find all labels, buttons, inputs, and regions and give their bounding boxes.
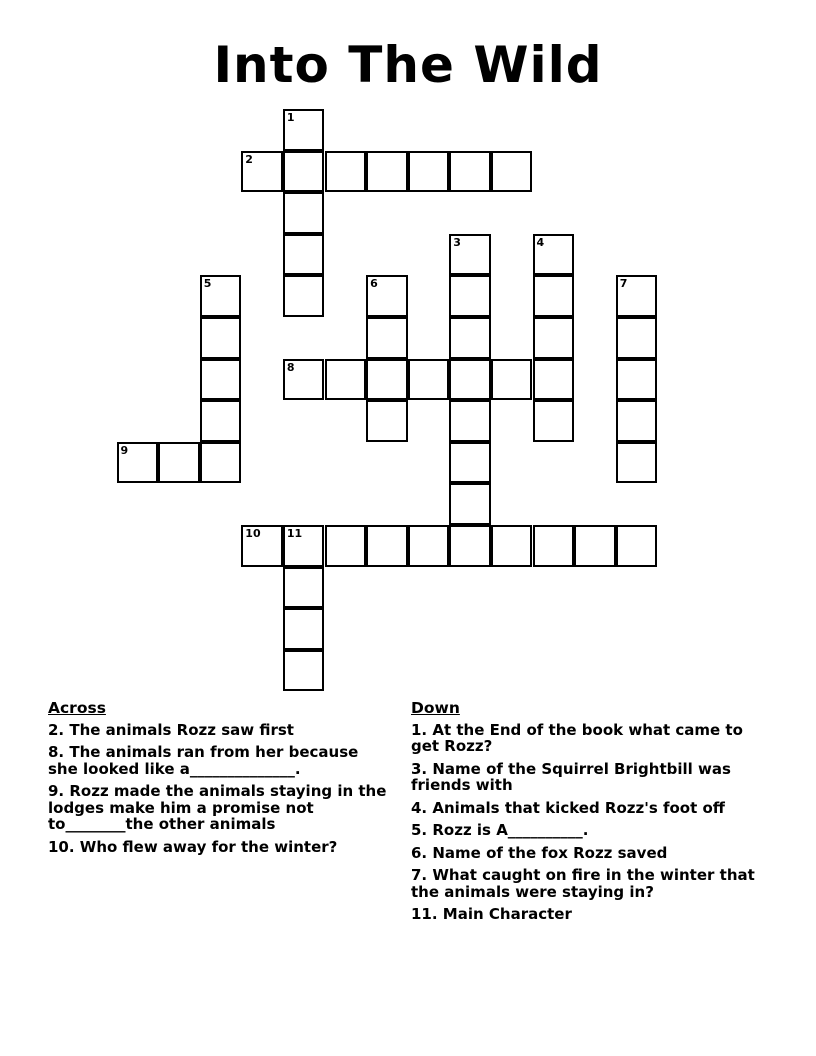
down-clues xyxy=(411,700,756,929)
grid-cell[interactable] xyxy=(491,359,533,401)
clue-number: 8 xyxy=(286,360,295,374)
clue-number: 4 xyxy=(536,235,545,249)
clue-number: 10 xyxy=(245,527,261,540)
down-clue xyxy=(411,761,756,794)
grid-cell[interactable] xyxy=(533,317,575,359)
across-clues xyxy=(48,700,393,861)
down-clue xyxy=(411,722,756,755)
grid-cell[interactable] xyxy=(283,275,325,317)
clue-number: 11 xyxy=(286,527,303,540)
clue-text: Rozz is A__________. xyxy=(427,821,589,839)
grid-cell[interactable] xyxy=(325,525,367,567)
grid-cell[interactable] xyxy=(241,525,283,567)
grid-cell[interactable] xyxy=(158,442,200,484)
clue-number: 3 xyxy=(453,235,461,249)
grid-cell[interactable] xyxy=(283,650,325,692)
clue-num: 2. xyxy=(48,720,65,739)
grid-cell[interactable] xyxy=(241,151,283,193)
grid-cell[interactable] xyxy=(533,525,575,567)
grid-cell[interactable] xyxy=(366,275,408,317)
clue-text: Name of the Squirrel Brightbill was friends with xyxy=(411,759,731,794)
grid-cell[interactable] xyxy=(366,400,408,442)
clue-num: 6. xyxy=(411,843,428,862)
grid-cell[interactable] xyxy=(283,359,325,401)
grid-cell[interactable] xyxy=(408,359,450,401)
grid-cell[interactable] xyxy=(200,359,242,401)
clue-text: Animals that kicked Rozz's foot off xyxy=(427,798,725,817)
across-clue xyxy=(48,839,393,856)
clue-num: 3. xyxy=(411,759,428,778)
grid-cell[interactable] xyxy=(449,483,491,525)
grid-cell[interactable] xyxy=(449,275,491,317)
down-clue xyxy=(411,822,756,839)
grid-cell[interactable] xyxy=(616,317,658,359)
clue-text: Name of the fox Rozz saved xyxy=(427,843,668,862)
clue-num: 5. xyxy=(411,821,428,839)
grid-cell[interactable] xyxy=(200,275,242,317)
down-heading: Down xyxy=(411,699,460,717)
grid-cell[interactable] xyxy=(616,275,658,317)
clue-num: 10. xyxy=(48,837,75,856)
page-title: Into The Wild xyxy=(213,36,603,94)
across-clue-list xyxy=(48,722,393,856)
grid-cell[interactable] xyxy=(366,359,408,401)
grid-cell[interactable] xyxy=(449,525,491,567)
grid-cell[interactable] xyxy=(449,234,491,276)
grid-cell[interactable] xyxy=(491,151,533,193)
grid-cell[interactable] xyxy=(449,400,491,442)
clue-num: 9. xyxy=(48,782,65,800)
grid-cell[interactable] xyxy=(366,317,408,359)
grid-cell[interactable] xyxy=(200,400,242,442)
grid-cell[interactable] xyxy=(574,525,616,567)
grid-cell[interactable] xyxy=(366,151,408,193)
clue-number: 9 xyxy=(120,443,129,457)
clue-text: What caught on fire in the winter that the animals were staying in? xyxy=(411,866,755,901)
clue-num: 4. xyxy=(411,798,428,817)
clue-text: The animals ran from her because she looked like a______________. xyxy=(48,743,359,778)
clue-num: 1. xyxy=(411,720,428,739)
grid-cell[interactable] xyxy=(283,151,325,193)
down-clue xyxy=(411,800,756,817)
clue-num: 11. xyxy=(411,905,438,923)
clue-number: 2 xyxy=(245,152,253,166)
grid-cell[interactable] xyxy=(283,234,325,276)
grid-cell[interactable] xyxy=(533,359,575,401)
grid-cell[interactable] xyxy=(449,151,491,193)
down-clue xyxy=(411,845,756,862)
clue-num: 8. xyxy=(48,743,65,761)
clue-num: 7. xyxy=(411,866,428,884)
grid-cell[interactable] xyxy=(117,442,159,484)
down-clue xyxy=(411,867,756,900)
down-clue xyxy=(411,906,756,923)
across-clue xyxy=(48,722,393,739)
grid-cell[interactable] xyxy=(616,442,658,484)
grid-cell[interactable] xyxy=(449,359,491,401)
grid-cell[interactable] xyxy=(325,151,367,193)
grid-cell[interactable] xyxy=(283,525,325,567)
clue-text: At the End of the book what came to get Rozz? xyxy=(411,720,743,755)
grid-cell[interactable] xyxy=(325,359,367,401)
grid-cell[interactable] xyxy=(616,359,658,401)
grid-cell[interactable] xyxy=(283,567,325,609)
clue-number: 7 xyxy=(619,277,628,291)
across-clue xyxy=(48,783,393,833)
clue-text: The animals Rozz saw first xyxy=(64,720,294,739)
grid-cell[interactable] xyxy=(449,442,491,484)
grid-cell[interactable] xyxy=(533,275,575,317)
clue-number: 6 xyxy=(370,277,378,291)
clue-number: 1 xyxy=(286,111,295,124)
grid-cell[interactable] xyxy=(533,234,575,276)
across-heading: Across xyxy=(48,699,106,717)
grid-cell[interactable] xyxy=(491,525,533,567)
clue-number: 5 xyxy=(203,277,212,291)
clue-text: Who flew away for the winter? xyxy=(74,837,338,856)
down-clue-list xyxy=(411,722,756,923)
grid-cell[interactable] xyxy=(366,525,408,567)
grid-cell[interactable] xyxy=(283,109,325,151)
grid-cell[interactable] xyxy=(449,317,491,359)
grid-cell[interactable] xyxy=(283,608,325,650)
grid-cell[interactable] xyxy=(200,442,242,484)
clue-text: Main Character xyxy=(437,905,572,923)
grid-cell[interactable] xyxy=(408,525,450,567)
grid-cell[interactable] xyxy=(200,317,242,359)
clue-text: Rozz made the animals staying in the lodges make him a promise not to________the other animals xyxy=(48,782,387,833)
grid-cell[interactable] xyxy=(616,525,658,567)
across-clue xyxy=(48,744,393,777)
grid-cell[interactable] xyxy=(616,400,658,442)
grid-cell[interactable] xyxy=(533,400,575,442)
grid-cell[interactable] xyxy=(283,192,325,234)
grid-cell[interactable] xyxy=(408,151,450,193)
